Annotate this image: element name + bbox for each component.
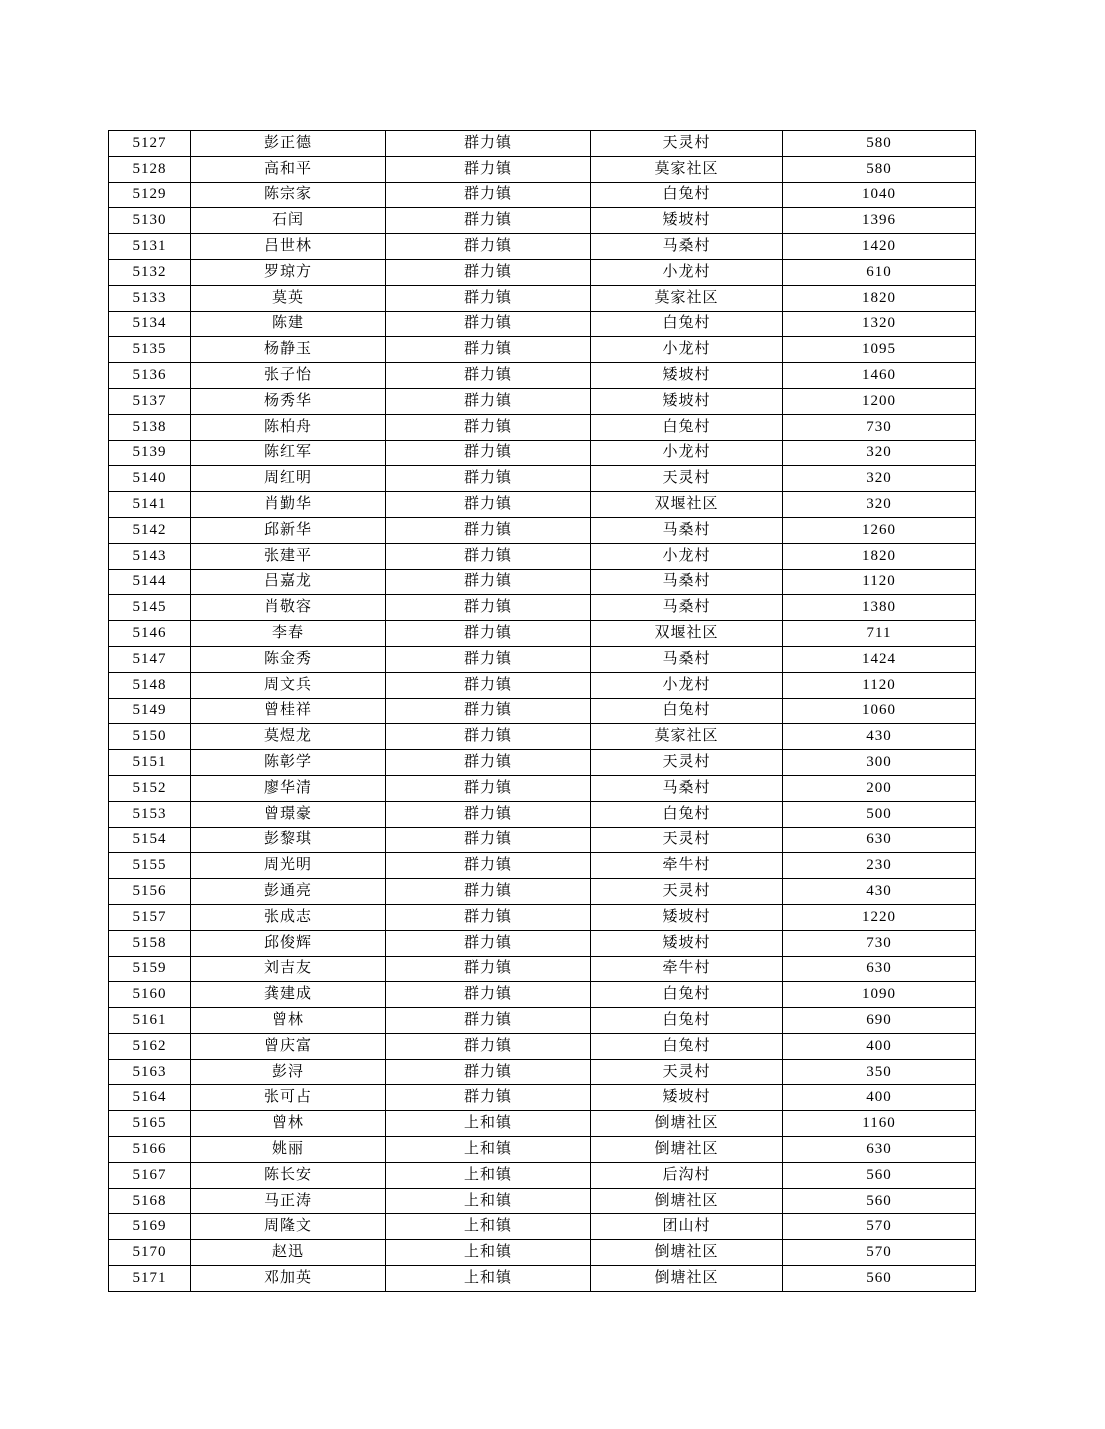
cell-village: 白兔村 [591, 311, 783, 337]
cell-village: 马桑村 [591, 517, 783, 543]
cell-name: 张可占 [191, 1085, 386, 1111]
cell-amount: 1424 [783, 646, 976, 672]
cell-name: 罗琼方 [191, 259, 386, 285]
cell-amount: 1120 [783, 569, 976, 595]
table-row [109, 1137, 976, 1163]
cell-amount: 320 [783, 492, 976, 518]
cell-name: 曾林 [191, 1111, 386, 1137]
cell-name: 石闰 [191, 208, 386, 234]
record-table [108, 130, 976, 1292]
cell-name: 陈宗家 [191, 182, 386, 208]
table-row [109, 1111, 976, 1137]
table-row [109, 775, 976, 801]
cell-town: 群力镇 [386, 363, 591, 389]
cell-town: 群力镇 [386, 621, 591, 647]
table-row [109, 414, 976, 440]
table-row [109, 131, 976, 157]
cell-id: 5129 [109, 182, 191, 208]
cell-town: 群力镇 [386, 982, 591, 1008]
cell-amount: 430 [783, 879, 976, 905]
table-row [109, 1162, 976, 1188]
cell-id: 5136 [109, 363, 191, 389]
cell-village: 天灵村 [591, 131, 783, 157]
cell-village: 团山村 [591, 1214, 783, 1240]
cell-name: 马正涛 [191, 1188, 386, 1214]
cell-id: 5170 [109, 1240, 191, 1266]
cell-id: 5142 [109, 517, 191, 543]
table-row [109, 1266, 976, 1292]
cell-name: 周文兵 [191, 672, 386, 698]
cell-amount: 560 [783, 1188, 976, 1214]
cell-name: 张子怡 [191, 363, 386, 389]
table-row [109, 904, 976, 930]
cell-town: 群力镇 [386, 646, 591, 672]
cell-amount: 630 [783, 956, 976, 982]
table-row [109, 363, 976, 389]
cell-village: 后沟村 [591, 1162, 783, 1188]
table-row [109, 569, 976, 595]
cell-amount: 1396 [783, 208, 976, 234]
cell-amount: 1460 [783, 363, 976, 389]
cell-town: 群力镇 [386, 1033, 591, 1059]
cell-town: 群力镇 [386, 853, 591, 879]
table-row [109, 492, 976, 518]
cell-id: 5149 [109, 698, 191, 724]
cell-village: 白兔村 [591, 698, 783, 724]
cell-id: 5147 [109, 646, 191, 672]
cell-amount: 1120 [783, 672, 976, 698]
table-row [109, 440, 976, 466]
cell-id: 5152 [109, 775, 191, 801]
cell-town: 群力镇 [386, 724, 591, 750]
cell-id: 5150 [109, 724, 191, 750]
cell-village: 白兔村 [591, 982, 783, 1008]
cell-town: 群力镇 [386, 492, 591, 518]
cell-village: 马桑村 [591, 646, 783, 672]
cell-amount: 500 [783, 801, 976, 827]
cell-amount: 1200 [783, 388, 976, 414]
cell-village: 天灵村 [591, 827, 783, 853]
cell-id: 5161 [109, 1008, 191, 1034]
cell-amount: 1260 [783, 517, 976, 543]
cell-town: 上和镇 [386, 1240, 591, 1266]
table-row [109, 930, 976, 956]
cell-id: 5134 [109, 311, 191, 337]
cell-name: 莫英 [191, 285, 386, 311]
table-row [109, 285, 976, 311]
cell-name: 周红明 [191, 466, 386, 492]
cell-id: 5127 [109, 131, 191, 157]
cell-village: 天灵村 [591, 1059, 783, 1085]
cell-town: 群力镇 [386, 543, 591, 569]
cell-town: 群力镇 [386, 930, 591, 956]
table-row [109, 672, 976, 698]
cell-id: 5137 [109, 388, 191, 414]
cell-amount: 350 [783, 1059, 976, 1085]
cell-id: 5148 [109, 672, 191, 698]
cell-amount: 560 [783, 1266, 976, 1292]
table-row [109, 750, 976, 776]
cell-amount: 1040 [783, 182, 976, 208]
cell-village: 莫家社区 [591, 156, 783, 182]
table-row [109, 311, 976, 337]
cell-amount: 1820 [783, 543, 976, 569]
cell-name: 陈建 [191, 311, 386, 337]
record-table-body [109, 131, 976, 1292]
cell-amount: 560 [783, 1162, 976, 1188]
cell-name: 陈金秀 [191, 646, 386, 672]
cell-village: 小龙村 [591, 672, 783, 698]
cell-village: 白兔村 [591, 1033, 783, 1059]
table-row [109, 208, 976, 234]
cell-amount: 200 [783, 775, 976, 801]
cell-village: 矮坡村 [591, 208, 783, 234]
cell-town: 群力镇 [386, 801, 591, 827]
cell-amount: 400 [783, 1085, 976, 1111]
cell-village: 白兔村 [591, 801, 783, 827]
table-row [109, 801, 976, 827]
cell-name: 彭通亮 [191, 879, 386, 905]
cell-id: 5133 [109, 285, 191, 311]
cell-town: 群力镇 [386, 234, 591, 260]
cell-town: 群力镇 [386, 440, 591, 466]
cell-amount: 610 [783, 259, 976, 285]
cell-amount: 730 [783, 930, 976, 956]
cell-id: 5164 [109, 1085, 191, 1111]
cell-village: 倒塘社区 [591, 1266, 783, 1292]
cell-id: 5157 [109, 904, 191, 930]
cell-town: 群力镇 [386, 569, 591, 595]
cell-name: 张成志 [191, 904, 386, 930]
cell-name: 龚建成 [191, 982, 386, 1008]
cell-town: 上和镇 [386, 1188, 591, 1214]
cell-town: 群力镇 [386, 156, 591, 182]
cell-amount: 300 [783, 750, 976, 776]
cell-amount: 320 [783, 466, 976, 492]
cell-name: 彭黎琪 [191, 827, 386, 853]
cell-town: 群力镇 [386, 311, 591, 337]
cell-town: 群力镇 [386, 775, 591, 801]
cell-village: 天灵村 [591, 879, 783, 905]
cell-village: 倒塘社区 [591, 1240, 783, 1266]
cell-amount: 730 [783, 414, 976, 440]
cell-name: 赵迅 [191, 1240, 386, 1266]
cell-village: 小龙村 [591, 440, 783, 466]
cell-village: 小龙村 [591, 259, 783, 285]
cell-town: 群力镇 [386, 414, 591, 440]
cell-id: 5156 [109, 879, 191, 905]
cell-village: 白兔村 [591, 182, 783, 208]
cell-amount: 1090 [783, 982, 976, 1008]
cell-amount: 1420 [783, 234, 976, 260]
table-row [109, 698, 976, 724]
cell-amount: 320 [783, 440, 976, 466]
cell-town: 群力镇 [386, 750, 591, 776]
cell-town: 群力镇 [386, 1085, 591, 1111]
cell-name: 姚丽 [191, 1137, 386, 1163]
cell-amount: 1380 [783, 595, 976, 621]
cell-amount: 630 [783, 827, 976, 853]
cell-id: 5130 [109, 208, 191, 234]
cell-name: 陈柏舟 [191, 414, 386, 440]
cell-town: 群力镇 [386, 698, 591, 724]
cell-village: 双堰社区 [591, 492, 783, 518]
table-row [109, 879, 976, 905]
cell-village: 莫家社区 [591, 724, 783, 750]
cell-name: 莫煜龙 [191, 724, 386, 750]
cell-name: 肖敬容 [191, 595, 386, 621]
cell-name: 周隆文 [191, 1214, 386, 1240]
cell-village: 双堰社区 [591, 621, 783, 647]
cell-name: 彭浔 [191, 1059, 386, 1085]
table-row [109, 517, 976, 543]
cell-village: 矮坡村 [591, 904, 783, 930]
cell-amount: 1220 [783, 904, 976, 930]
cell-amount: 230 [783, 853, 976, 879]
cell-id: 5141 [109, 492, 191, 518]
cell-amount: 1820 [783, 285, 976, 311]
table-row [109, 1188, 976, 1214]
cell-town: 群力镇 [386, 1059, 591, 1085]
cell-id: 5139 [109, 440, 191, 466]
cell-name: 吕嘉龙 [191, 569, 386, 595]
cell-name: 曾桂祥 [191, 698, 386, 724]
cell-id: 5165 [109, 1111, 191, 1137]
cell-name: 杨秀华 [191, 388, 386, 414]
cell-name: 曾庆富 [191, 1033, 386, 1059]
table-row [109, 466, 976, 492]
cell-amount: 711 [783, 621, 976, 647]
table-row [109, 595, 976, 621]
cell-village: 天灵村 [591, 750, 783, 776]
table-row [109, 543, 976, 569]
cell-name: 高和平 [191, 156, 386, 182]
cell-name: 曾林 [191, 1008, 386, 1034]
cell-name: 陈彰学 [191, 750, 386, 776]
cell-town: 群力镇 [386, 259, 591, 285]
cell-id: 5131 [109, 234, 191, 260]
cell-name: 陈长安 [191, 1162, 386, 1188]
cell-amount: 1060 [783, 698, 976, 724]
cell-amount: 580 [783, 156, 976, 182]
cell-town: 群力镇 [386, 672, 591, 698]
cell-id: 5153 [109, 801, 191, 827]
cell-town: 群力镇 [386, 466, 591, 492]
cell-id: 5138 [109, 414, 191, 440]
cell-village: 矮坡村 [591, 363, 783, 389]
cell-name: 李春 [191, 621, 386, 647]
table-row [109, 182, 976, 208]
cell-village: 矮坡村 [591, 930, 783, 956]
cell-village: 天灵村 [591, 466, 783, 492]
table-row [109, 1059, 976, 1085]
cell-amount: 570 [783, 1240, 976, 1266]
cell-id: 5151 [109, 750, 191, 776]
cell-village: 矮坡村 [591, 1085, 783, 1111]
cell-amount: 570 [783, 1214, 976, 1240]
cell-id: 5144 [109, 569, 191, 595]
cell-town: 上和镇 [386, 1162, 591, 1188]
cell-village: 倒塘社区 [591, 1111, 783, 1137]
cell-village: 马桑村 [591, 569, 783, 595]
table-row [109, 1214, 976, 1240]
cell-amount: 1095 [783, 337, 976, 363]
cell-village: 莫家社区 [591, 285, 783, 311]
table-row [109, 234, 976, 260]
table-row [109, 827, 976, 853]
cell-town: 群力镇 [386, 879, 591, 905]
table-row [109, 621, 976, 647]
table-row [109, 1008, 976, 1034]
cell-id: 5132 [109, 259, 191, 285]
cell-village: 倒塘社区 [591, 1137, 783, 1163]
cell-name: 周光明 [191, 853, 386, 879]
cell-id: 5140 [109, 466, 191, 492]
cell-amount: 430 [783, 724, 976, 750]
cell-id: 5163 [109, 1059, 191, 1085]
table-row [109, 388, 976, 414]
cell-amount: 400 [783, 1033, 976, 1059]
cell-town: 群力镇 [386, 904, 591, 930]
cell-id: 5145 [109, 595, 191, 621]
cell-amount: 690 [783, 1008, 976, 1034]
cell-id: 5154 [109, 827, 191, 853]
cell-name: 邱新华 [191, 517, 386, 543]
cell-id: 5146 [109, 621, 191, 647]
cell-village: 矮坡村 [591, 388, 783, 414]
cell-village: 倒塘社区 [591, 1188, 783, 1214]
cell-id: 5158 [109, 930, 191, 956]
cell-id: 5162 [109, 1033, 191, 1059]
cell-name: 邱俊辉 [191, 930, 386, 956]
cell-id: 5167 [109, 1162, 191, 1188]
cell-id: 5171 [109, 1266, 191, 1292]
cell-village: 白兔村 [591, 1008, 783, 1034]
cell-town: 上和镇 [386, 1214, 591, 1240]
cell-name: 张建平 [191, 543, 386, 569]
cell-name: 陈红军 [191, 440, 386, 466]
cell-name: 肖勤华 [191, 492, 386, 518]
cell-village: 牵牛村 [591, 956, 783, 982]
cell-town: 群力镇 [386, 1008, 591, 1034]
cell-id: 5128 [109, 156, 191, 182]
cell-name: 曾璟豪 [191, 801, 386, 827]
cell-village: 马桑村 [591, 595, 783, 621]
cell-id: 5143 [109, 543, 191, 569]
cell-village: 小龙村 [591, 543, 783, 569]
cell-amount: 1320 [783, 311, 976, 337]
cell-name: 彭正德 [191, 131, 386, 157]
cell-id: 5160 [109, 982, 191, 1008]
cell-id: 5166 [109, 1137, 191, 1163]
cell-id: 5169 [109, 1214, 191, 1240]
table-row [109, 156, 976, 182]
cell-id: 5135 [109, 337, 191, 363]
table-row [109, 956, 976, 982]
cell-name: 邓加英 [191, 1266, 386, 1292]
cell-town: 上和镇 [386, 1266, 591, 1292]
cell-amount: 580 [783, 131, 976, 157]
cell-town: 群力镇 [386, 388, 591, 414]
cell-town: 上和镇 [386, 1137, 591, 1163]
cell-town: 群力镇 [386, 956, 591, 982]
cell-town: 群力镇 [386, 131, 591, 157]
cell-amount: 1160 [783, 1111, 976, 1137]
cell-id: 5155 [109, 853, 191, 879]
cell-town: 群力镇 [386, 285, 591, 311]
table-row [109, 259, 976, 285]
cell-id: 5168 [109, 1188, 191, 1214]
table-row [109, 1033, 976, 1059]
cell-town: 上和镇 [386, 1111, 591, 1137]
cell-town: 群力镇 [386, 595, 591, 621]
cell-town: 群力镇 [386, 182, 591, 208]
cell-town: 群力镇 [386, 827, 591, 853]
cell-name: 廖华清 [191, 775, 386, 801]
cell-name: 刘吉友 [191, 956, 386, 982]
cell-village: 马桑村 [591, 775, 783, 801]
cell-village: 白兔村 [591, 414, 783, 440]
table-row [109, 1240, 976, 1266]
table-row [109, 724, 976, 750]
cell-town: 群力镇 [386, 517, 591, 543]
cell-town: 群力镇 [386, 337, 591, 363]
cell-village: 牵牛村 [591, 853, 783, 879]
cell-village: 马桑村 [591, 234, 783, 260]
table-row [109, 982, 976, 1008]
table-row [109, 337, 976, 363]
cell-id: 5159 [109, 956, 191, 982]
cell-name: 杨静玉 [191, 337, 386, 363]
table-row [109, 646, 976, 672]
table-row [109, 853, 976, 879]
table-row [109, 1085, 976, 1111]
cell-village: 小龙村 [591, 337, 783, 363]
cell-name: 吕世林 [191, 234, 386, 260]
cell-amount: 630 [783, 1137, 976, 1163]
cell-town: 群力镇 [386, 208, 591, 234]
